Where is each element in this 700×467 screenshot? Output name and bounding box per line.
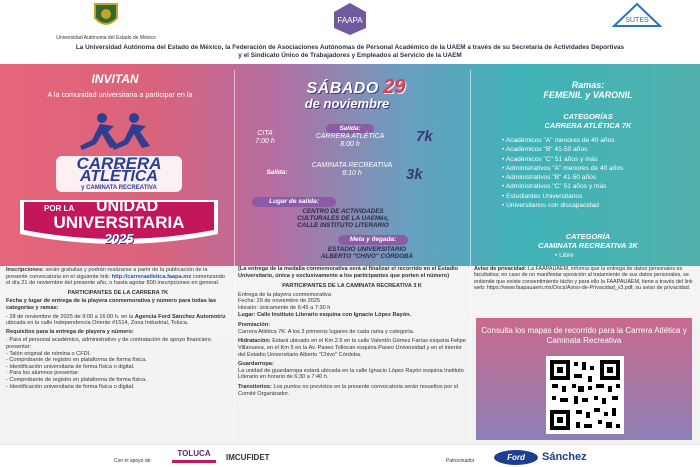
cita-block — [248, 130, 282, 146]
ramas-label: Ramas: — [571, 80, 605, 90]
logo-universitaria: UNIVERSITARIA — [53, 213, 185, 232]
footer-apoyo-label: Con el apoyo de: — [114, 458, 152, 464]
caminata-label: CAMINATA RECREATIVA — [311, 162, 393, 169]
registration-link[interactable]: http://carreraatletica.faapa.mx — [111, 273, 192, 280]
guard-text: La unidad de guardarropa estará ubicada en la calle Ignacio López Rayón esquina Instituto Literario en horario de 6:30 a 7:40 h. — [238, 367, 464, 381]
insc-text-1: serán gratuitas y podrán realizarse a partir de la publicación de la presente convocatoria en el siguiente link: — [6, 267, 208, 280]
categoria-caminata-heading — [478, 232, 698, 250]
svg-text:SUTES: SUTES — [625, 17, 649, 24]
ford-logo: Ford — [494, 450, 538, 465]
meta-line-1: ESTADIO UNIVERSITARIO — [327, 246, 407, 253]
cam-sub: Entrega de la playera conmemorativa — [238, 291, 331, 298]
center-details — [238, 266, 466, 399]
invitan-heading: INVITAN — [91, 72, 139, 86]
carrera-time: 8:00 h — [340, 141, 360, 148]
carrera-distance: 7k — [416, 128, 433, 145]
intro-text — [40, 44, 660, 60]
category-item: • Administrativos "C" 51 años y más — [502, 182, 698, 191]
logo-por-la: POR LA — [44, 204, 75, 213]
categories-list — [502, 136, 698, 210]
logo-unidad: UNIDAD — [96, 198, 159, 215]
part-text-2: ubicada en la calle Independencia Oriente #1514, Zona Industrial, Toluca. — [6, 320, 189, 327]
date-weekday: SÁBADO — [306, 80, 379, 97]
part-title: PARTICIPANTES DE LA CARRERA 7K — [67, 289, 169, 296]
part-sub: Fecha y lugar de entrega de la playera conmemorativa y número para todas las categorías y ramas: — [6, 298, 217, 311]
categorias-sub: CARRERA ATLÉTICA 7K — [544, 121, 632, 130]
prem-text: Carrera Atlética 7K: A los 3 primeros lugares de cada rama y categoría. — [238, 328, 415, 335]
date-day: 29 — [383, 76, 406, 98]
part-text-1: - 28 de noviembre de 2025 de 9:00 a 16:00 h. en la — [6, 313, 134, 320]
sanchez-logo: Sánchez — [542, 451, 587, 463]
logo-carrera: CARRERA — [76, 154, 162, 173]
prem-label: Premiación: — [238, 322, 271, 329]
uaem-logo — [36, 2, 176, 41]
toluca-logo: TOLUCA — [172, 449, 216, 463]
qr-code-icon — [546, 356, 624, 434]
footer-patrocinador-label: Patrocinador — [446, 458, 475, 464]
req-5: · Para los alumnos presentar: — [6, 370, 80, 377]
sutes-emblem-icon — [612, 2, 662, 28]
libre-item: • Libre — [555, 252, 574, 259]
caminata-time: 8:10 h — [342, 170, 362, 177]
left-details — [6, 267, 230, 390]
column-divider-left — [234, 70, 235, 440]
aviso-label: Aviso de privacidad: — [474, 266, 527, 272]
qr-code[interactable] — [546, 356, 624, 434]
insc-label: Inscripciones: — [6, 267, 44, 273]
part-bold: Agencia Ford Sánchez Automotriz — [134, 313, 226, 320]
faapa-emblem-icon — [332, 2, 368, 36]
categoria2-sub: CAMINATA RECREATIVA 3K — [538, 241, 638, 250]
categoria2-title: CATEGORÍA — [565, 232, 611, 241]
categorias-title: CATEGORÍAS — [563, 112, 613, 121]
req-7: - Identificación universitaria de forma física o digital. — [6, 383, 135, 390]
meta-pill: Meta y llegada: — [338, 235, 408, 245]
logo-atletica: ATLÉTICA — [80, 168, 158, 185]
transitorios-paragraph — [238, 384, 466, 397]
faapa-logo — [330, 2, 370, 41]
category-item: • Universitarios con discapacidad — [502, 201, 698, 210]
guardarropa-paragraph — [238, 361, 466, 381]
meta-line-2: ALBERTO "CHIVO" CÓRDOBA — [320, 253, 414, 260]
uaem-shield-icon — [93, 2, 119, 30]
category-item: • Académicos "A" menores de 40 años — [502, 136, 698, 145]
req-2: - Talón original de nómina o CFDI. — [6, 350, 91, 357]
ramas-block — [478, 80, 698, 100]
column-divider-right — [470, 70, 471, 440]
req-title: Requisitos para la entrega de playera y número: — [6, 328, 134, 335]
category-item: • Administrativos "A" menores de 40 años — [502, 164, 698, 173]
aviso-text: La FAAPAUAEM, informa que la entrega de datos personales es facultativa; en caso de no manifestar oposición al tratamiento de sus datos personales, se entiende que existe consentimiento tácito y para ello la FAAPAUAEM, tiene a través del link web: https://www.faapauaem.mx/Docs/Aviso-de-Privacidad_v3.pdf, su aviso de privacidad. — [474, 266, 693, 292]
category-item: • Estudiantes Universitarios — [502, 192, 698, 201]
part-paragraph — [6, 314, 230, 327]
uaem-caption: Universidad Autónoma del Estado de México — [56, 35, 156, 41]
category-item: • Administrativos "B" 41-50 años — [502, 173, 698, 182]
lugar-pill: Lugar de salida: — [252, 197, 336, 207]
req-6: - Comprobante de registro en plataforma de forma física. — [6, 376, 147, 383]
inscripciones-paragraph — [6, 267, 230, 287]
sutes-logo — [602, 2, 672, 33]
hid-label: Hidratación: — [238, 338, 271, 345]
salida-pill-2: Salida: — [266, 169, 288, 176]
invitan-subtitle: A la comunidad universitaria a participar en la — [47, 90, 193, 99]
trans-label: Transitorios: — [238, 383, 272, 390]
salida-pill-1: Salida: — [326, 124, 374, 134]
imcufidet-logo: IMCUFIDET — [226, 453, 270, 462]
intro-line-1: La Universidad Autónoma del Estado de México, la Federación de Asociaciones Autónomas de Personal Académico de la UAEM a través de su Secretaría de Actividades Deportivas — [75, 44, 625, 51]
cita-label: CITA — [257, 130, 273, 137]
lugar-line-2: CULTURALES DE LA UAEMéx, — [297, 215, 389, 222]
privacy-notice — [474, 266, 696, 292]
cam-lugar: Lugar: Calle Instituto Literario esquina con Ignacio López Rayón. — [238, 311, 412, 318]
lugar-line-1: CENTRO DE ACTIVIDADES — [302, 208, 384, 215]
medal-note: (La entrega de la medalla conmemorativa será al finalizar el recorrido en el Estadio Universitario, única y exclusivamente a los participantes que porten el número) — [238, 266, 459, 279]
category-item: • Académicos "C" 51 años y más — [502, 155, 698, 164]
lugar-block — [248, 208, 438, 229]
logo-year: 2025 — [104, 231, 134, 246]
guard-label: Guardarropa: — [238, 361, 274, 368]
trans-text: Los puntos no previstos en la presente convocatoria serán resueltos por el Comité Organizador. — [238, 383, 459, 397]
req-3: - Comprobante de registro en plataforma de forma física. — [6, 357, 147, 364]
carrera-label: CARRERA ATLÉTICA — [315, 133, 385, 140]
premiacion-paragraph — [238, 322, 466, 335]
cam-title: PARTICIPANTES DE LA CAMINATA RECREATIVA 3 K — [282, 283, 422, 290]
meta-block — [272, 246, 462, 260]
cam-fecha: Fecha: 29 de noviembre de 2025 — [238, 298, 321, 305]
logo-caminata: y CAMINATA RECREATIVA — [81, 185, 157, 191]
cam-horario: Horario: únicamente de 6:45 a 7:30 h — [238, 304, 331, 311]
race-logo — [14, 104, 224, 256]
cita-time: 7:00 h — [255, 138, 275, 145]
req-1: · Para el personal académico, administrativo y de contratación de apoyo financiero presentar: — [6, 337, 211, 350]
lugar-line-3: CALLE INSTITUTO LITERARIO — [297, 222, 389, 229]
date-month: de noviembre — [304, 96, 390, 111]
intro-line-2: y el Sindicato Único de Trabajadores y Empleados al Servicio de la UAEM — [238, 52, 462, 59]
carrera-block — [292, 133, 408, 149]
header — [0, 0, 700, 64]
footer — [0, 444, 700, 467]
category-item: • Académicos "B" 41-50 años — [502, 145, 698, 154]
maps-text: Consulta los mapas de recorrido para la Carrera Atlética y Caminata Recreativa — [481, 326, 687, 345]
insc-text-2: comenzando el día 21 de noviembre del presente año, o hasta agotar 800 inscripciones en general. — [6, 273, 225, 287]
hid-text: Estará ubicado en el Km 2.5 en la calle Valentín Gómez Farías esquina Felipe Villanueva, en el Km 5 en la Av. Paseo Tollocan esquina Paseo Universidad y en el interior del Estadio Universitario Alberto "Chivo" Córdoba. — [238, 338, 466, 358]
categorias-heading — [478, 112, 698, 130]
hidratacion-paragraph — [238, 338, 466, 358]
svg-text:FAAPA: FAAPA — [337, 16, 363, 25]
ramas-value: FEMENIL y VARONIL — [543, 90, 633, 100]
caminata-block — [300, 162, 404, 178]
req-4: - Identificación universitaria de forma física o digital. — [6, 363, 135, 370]
caminata-distance: 3k — [406, 166, 423, 183]
